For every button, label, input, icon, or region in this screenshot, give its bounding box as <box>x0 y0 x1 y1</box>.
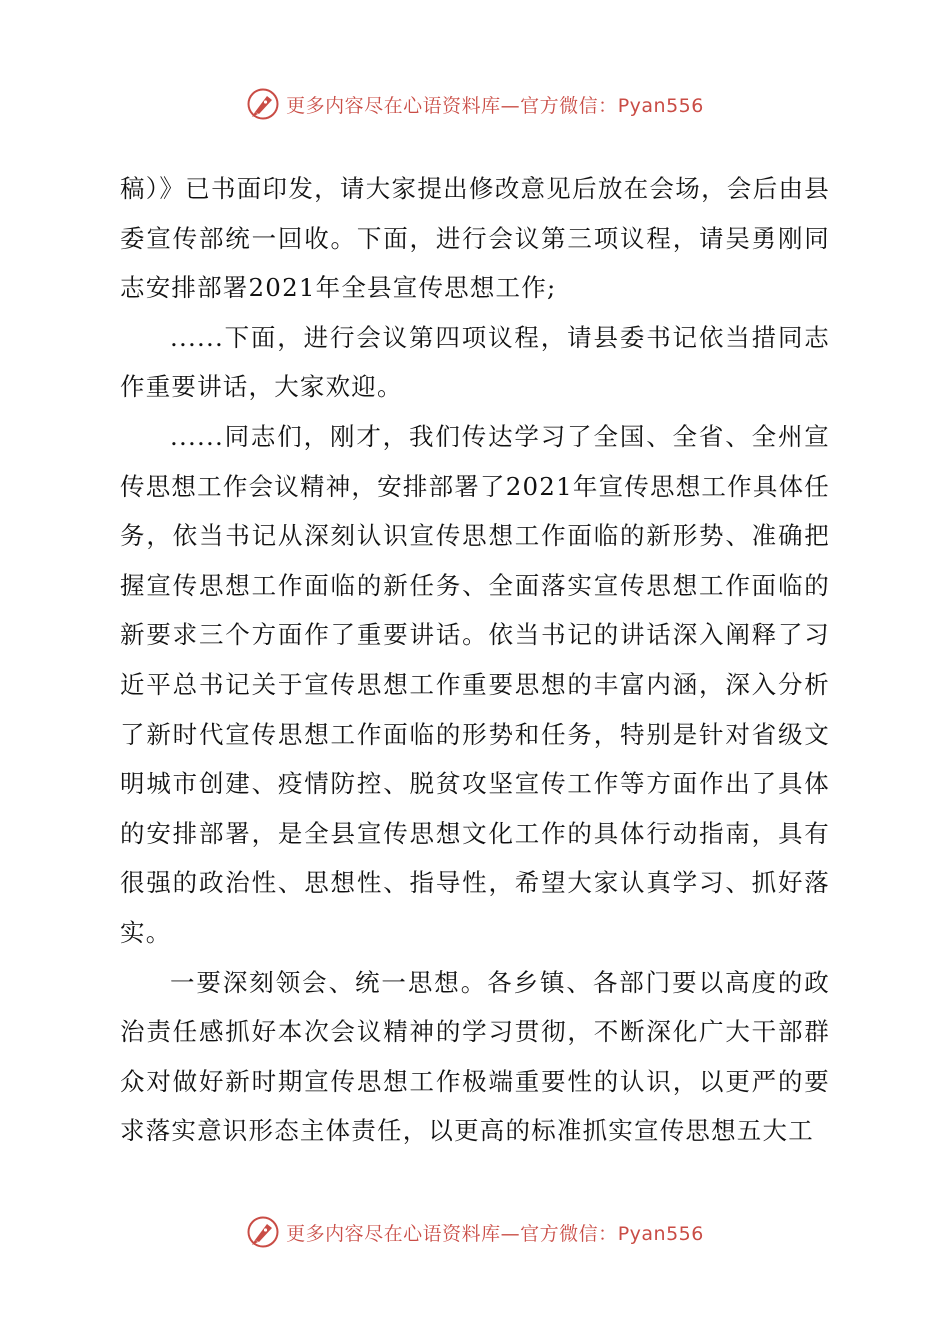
pen-nib-in-circle-icon <box>246 87 280 121</box>
pen-nib-in-circle-icon <box>246 1215 280 1249</box>
paragraph-1: 稿）》已书面印发，请大家提出修改意见后放在会场，会后由县委宣传部统一回收。下面，进行会议第三项议程，请吴勇刚同志安排部署2021年全县宣传思想工作; <box>120 174 830 303</box>
banner-wechat-label: 官方微信： <box>520 1222 618 1245</box>
paragraph-4: 一要深刻领会、统一思想。各乡镇、各部门要以高度的政治责任感抓好本次会议精神的学习贯彻，不断深化广大干部群众对做好新时期宣传思想工作极端重要性的认识，以更严的要求落实意识形态主体责任，以更高的标准抓实宣传思想五大工 <box>120 967 830 1146</box>
banner-site-text: 更多内容尽在心语资料库 <box>286 94 501 117</box>
paragraph-2: ......下面，进行会议第四项议程，请县委书记依当措同志作重要讲话，大家欢迎。 <box>120 322 830 402</box>
banner-wechat-id: Pyan556 <box>617 94 704 117</box>
paragraph-3: ......同志们，刚才，我们传达学习了全国、全省、全州宣传思想工作会议精神，安排部署了2021年宣传思想工作具体任务，依当书记从深刻认识宣传思想工作面临的新形势、准确把握宣传思想工作面临的新任务、全面落实宣传思想工作面临的新要求三个方面作了重要讲话。依当书记的讲话深入阐释了习近平总书记关于宣传思想工作重要思想的丰富内涵，深入分析了新时代宣传思想工作面临的形势和任务，特别是针对省级文明城市创建、疫情防控、脱贫攻坚宣传工作等方面作出了具体的安排部署，是全县宣传思想文化工作的具体行动指南，具有很强的政治性、思想性、指导性，希望大家认真学习、抓好落实。 <box>120 421 830 947</box>
banner-site-text: 更多内容尽在心语资料库 <box>286 1222 501 1245</box>
document-body <box>120 164 830 1156</box>
footer-watermark-banner <box>0 1212 950 1252</box>
banner-wechat-label: 官方微信： <box>520 94 618 117</box>
banner-separator: — <box>500 1222 521 1245</box>
banner-text <box>286 1219 704 1246</box>
banner-separator: — <box>500 94 521 117</box>
banner-text <box>286 91 704 118</box>
header-watermark-banner <box>0 84 950 124</box>
banner-wechat-id: Pyan556 <box>617 1222 704 1245</box>
